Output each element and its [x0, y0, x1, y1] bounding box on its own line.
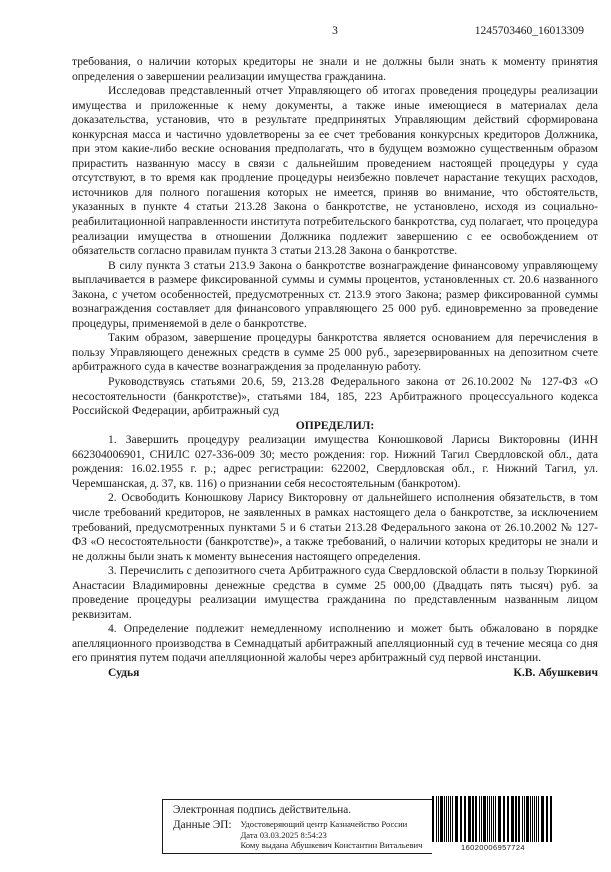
page-header: [72, 25, 598, 41]
barcode: [432, 796, 554, 854]
signature-detail-line: Дата 03.03.2025 8:54:23: [240, 829, 327, 840]
signature-detail-line: Кому выдана Абушкевич Константин Витальевич: [240, 840, 423, 851]
page-number: 3: [332, 25, 338, 37]
judge-label: Судья: [108, 665, 140, 679]
judge-name: К.В. Абушкевич: [513, 665, 598, 679]
body-paragraph: требования, о наличии которых кредиторы не знали и не должны были знать к моменту принятия определения о завершении реализации имущества гражданина.: [72, 55, 598, 83]
signature-detail-line: Удостоверяющий центр Казначейство России: [240, 819, 408, 829]
ruling-body: [72, 55, 598, 681]
signature-details: [240, 819, 422, 851]
body-paragraph: Руководствуясь статьями 20.6, 59, 213.28 Федерального закона от 26.10.2002 № 127-ФЗ «О несостоятельности (банкротстве)», статьями 184, 185, 223 Арбитражного процессуального кодекса Российской Федерации, арбитражный суд: [72, 375, 598, 418]
body-paragraph: Таким образом, завершение процедуры банкротства является основанием для перечисления в пользу Управляющего денежных средств в сумме 25 000 руб., зарезервированных на депозитном счете арбитражного суда в качестве вознаграждения за проделанную работу.: [72, 331, 598, 374]
ruling-item: 1. Завершить процедуру реализации имущества Конюшковой Ларисы Викторовны (ИНН 662304006901, СНИЛС 027-336-009 30; место рождения: гор. Нижний Тагил Свердловской обл., дата рождения: 16.02.1955 г. р.; адрес регистрации: 622002, Свердловская обл., г. Нижний Тагил, ул. Черемшанская, д. 37, кв. 116) о признании себя несостоятельным (банкротом).: [72, 433, 598, 490]
barcode-bars: [432, 796, 554, 842]
signature-stamp: [162, 799, 455, 854]
barcode-number: 16020006957724: [461, 843, 525, 852]
judge-signature-row: [72, 666, 598, 681]
signature-data-row: [173, 819, 450, 851]
ruling-item: 3. Перечислить с депозитного счета Арбитражного суда Свердловской области в пользу Тюркиной Анастасии Владимировны денежные средства в сумме 25 000,00 (Двадцать пять тысяч) руб. за проведение процедуры реализации имущества гражданина по представленным названным лицом реквизитам.: [72, 564, 598, 621]
ruling-item: 4. Определение подлежит немедленному исполнению и может быть обжаловано в порядке апелляционного производства в Семнадцатый арбитражный апелляционный суд в течение месяца со дня его принятия путем подачи апелляционной жалобы через арбитражный суд первой инстанции.: [72, 622, 598, 665]
signature-data-label: Данные ЭП:: [173, 819, 232, 831]
ruling-item: 2. Освободить Конюшкову Ларису Викторовну от дальнейшего исполнения обязательств, в том числе требований кредиторов, не заявленных в рамках настоящего дела о банкротстве, за исключением требований, предусмотренных пунктами 5 и 6 статьи 213.28 Федерального закона от 26.10.2002 № 127-ФЗ «О несостоятельности (банкротстве)», а также требований, о наличии которых кредиторы не знали и не должны были знать к моменту вынесения настоящего определения.: [72, 491, 598, 563]
body-paragraph: Исследовав представленный отчет Управляющего об итогах проведения процедуры реализации имущества и приложенные к нему документы, а также иные имеющиеся в материалах дела доказательства, установив, что в результате предпринятых Управляющим действий сформирована конкурсная масса и частично удовлетворены за ее счет требования конкурсных кредиторов Должника, при этом какие-либо веские основания предполагать, что в будущем возможно существенным образом прирастить названную массу в связи с дальнейшим проведением настоящей процедуры у суда отсутствуют, в то время как продление процедуры неизбежно повлечет нарастание текущих расходов, источников для полного погашения которых не имеется, приняв во внимание, что обстоятельств, указанных в пункте 4 статьи 213.28 Закона о банкротстве, не установлено, исходя из социально-реабилитационной направленности института потребительского банкротства, суд полагает, что процедура реализации имущества в отношении Должника подлежит завершению с ее освобождением от обязательств согласно правилам пункта 3 статьи 213.28 Закона о банкротстве.: [72, 84, 598, 258]
ruling-heading: ОПРЕДЕЛИЛ:: [295, 418, 375, 432]
body-paragraph: В силу пункта 3 статьи 213.9 Закона о банкротстве вознаграждение финансовому управляющему выплачивается в размере фиксированной суммы и суммы процентов, установленных ст. 20.6 названного Закона, с учетом особенностей, предусмотренных ст. 213.9 этого Закона; размер фиксированной суммы вознаграждения составляет для финансового управляющего 25 000 руб. единовременно за проведение процедуры, применяемой в деле о банкротстве.: [72, 258, 598, 330]
signature-validity-text: Электронная подпись действительна.: [173, 804, 352, 816]
document-id: 1245703460_16013309: [474, 25, 584, 37]
